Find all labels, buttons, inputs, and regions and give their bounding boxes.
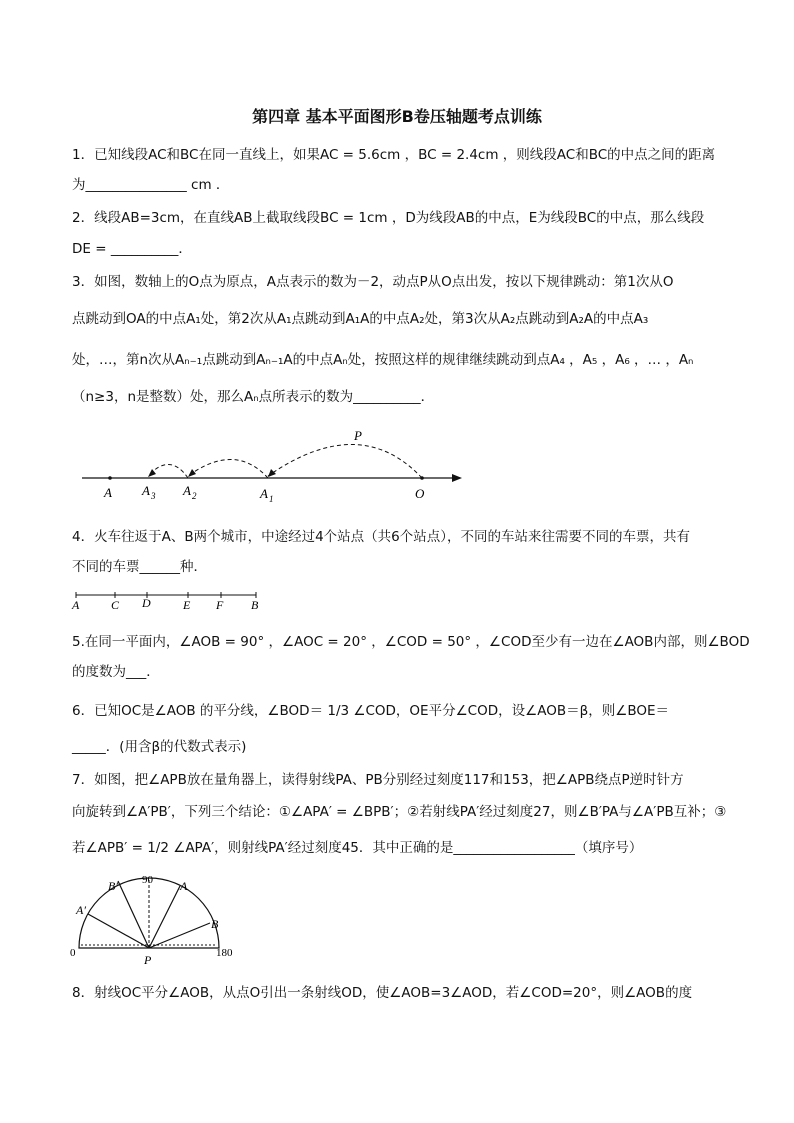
label-A1-sub: 1 (269, 494, 274, 504)
number-line-figure (70, 420, 470, 505)
q4-line1: 4．火车往返于A、B两个城市，中途经过4个站点（共6个站点），不同的车站来往需要不同的车票，共有 (72, 529, 691, 545)
q8-line1: 8．射线OC平分∠AOB，从点O引出一条射线OD，使∠AOB=3∠AOD，若∠COD=20°，则∠AOB的度 (72, 985, 693, 1001)
label-O: O (415, 486, 425, 501)
q7-line3: 若∠APB′ = 1/2 ∠APA′，则射线PA′经过刻度45．其中正确的是__________________（填序号） (72, 840, 643, 856)
label-A-prime: A′ (76, 903, 86, 917)
protractor-figure (66, 868, 246, 968)
q3-line2: 点跳动到OA的中点A₁处，第2次从A₁点跳动到A₁A的中点A₂处，第3次从A₂点跳动到A₂A的中点A₃ (72, 311, 649, 327)
station-B: B (251, 598, 259, 612)
label-180: 180 (216, 947, 233, 959)
q3-line3: 处，…，第n次从Aₙ₋₁点跳动到Aₙ₋₁A的中点Aₙ处，按照这样的规律继续跳动到点A₄ ，A₅ ，A₆ ，… ，Aₙ (72, 352, 694, 368)
label-B: B (211, 917, 219, 931)
station-C: C (111, 598, 120, 612)
q1-line2: 为_______________ cm ． (72, 177, 230, 193)
page-title: 第四章 基本平面图形B卷压轴题考点训练 (252, 107, 542, 126)
q6-line2: _____．(用含β的代数式表示) (72, 739, 247, 755)
label-B-prime: B′ (108, 879, 118, 893)
label-P: P (144, 953, 152, 967)
q4-line2: 不同的车票______种． (72, 559, 207, 575)
station-F: F (216, 598, 224, 612)
label-90: 90 (142, 874, 153, 886)
q6-line1: 6．已知OC是∠AOB 的平分线，∠BOD＝ 1/3 ∠COD，OE平分∠COD，设∠AOB＝β，则∠BOE＝ (72, 703, 670, 719)
q7-line2: 向旋转到∠A′PB′，下列三个结论：①∠APA′ = ∠BPB′；②若射线PA′经过刻度27，则∠B′PA与∠A′PB互补；③ (72, 804, 727, 820)
label-A3: A (142, 483, 150, 498)
label-P: P (354, 428, 362, 443)
label-A2-sub: 2 (192, 491, 197, 501)
q5-line2: 的度数为___． (72, 664, 160, 680)
station-line-figure (70, 590, 270, 614)
label-A: A (180, 879, 188, 893)
q5-line1: 5.在同一平面内，∠AOB = 90° ，∠AOC = 20° ，∠COD = 50° ，∠COD至少有一边在∠AOB内部，则∠BOD (72, 634, 750, 650)
q3-line4: （n≥3，n是整数）处，那么Aₙ点所表示的数为__________． (72, 389, 435, 405)
q2-line2: DE = __________． (72, 241, 192, 257)
label-A1: A (260, 486, 268, 501)
station-A: A (72, 598, 80, 612)
q2-line1: 2．线段AB=3cm，在直线AB上截取线段BC = 1cm ，D为线段AB的中点，E为线段BC的中点，那么线段 (72, 210, 705, 226)
station-D: D (142, 596, 151, 610)
q3-line1: 3．如图，数轴上的O点为原点，A点表示的数为－2，动点P从O点出发，按以下规律跳动：第1次从O (72, 274, 674, 290)
label-A2: A (183, 483, 191, 498)
q7-line1: 7．如图，把∠APB放在量角器上，读得射线PA、PB分别经过刻度117和153，把∠APB绕点P逆时针方 (72, 772, 684, 788)
q1-line1: 1．已知线段AC和BC在同一直线上，如果AC = 5.6cm ，BC = 2.4cm ，则线段AC和BC的中点之间的距离 (72, 147, 716, 163)
label-A3-sub: 3 (151, 491, 156, 501)
station-E: E (183, 598, 191, 612)
label-A: A (104, 485, 112, 500)
label-0: 0 (70, 947, 76, 959)
